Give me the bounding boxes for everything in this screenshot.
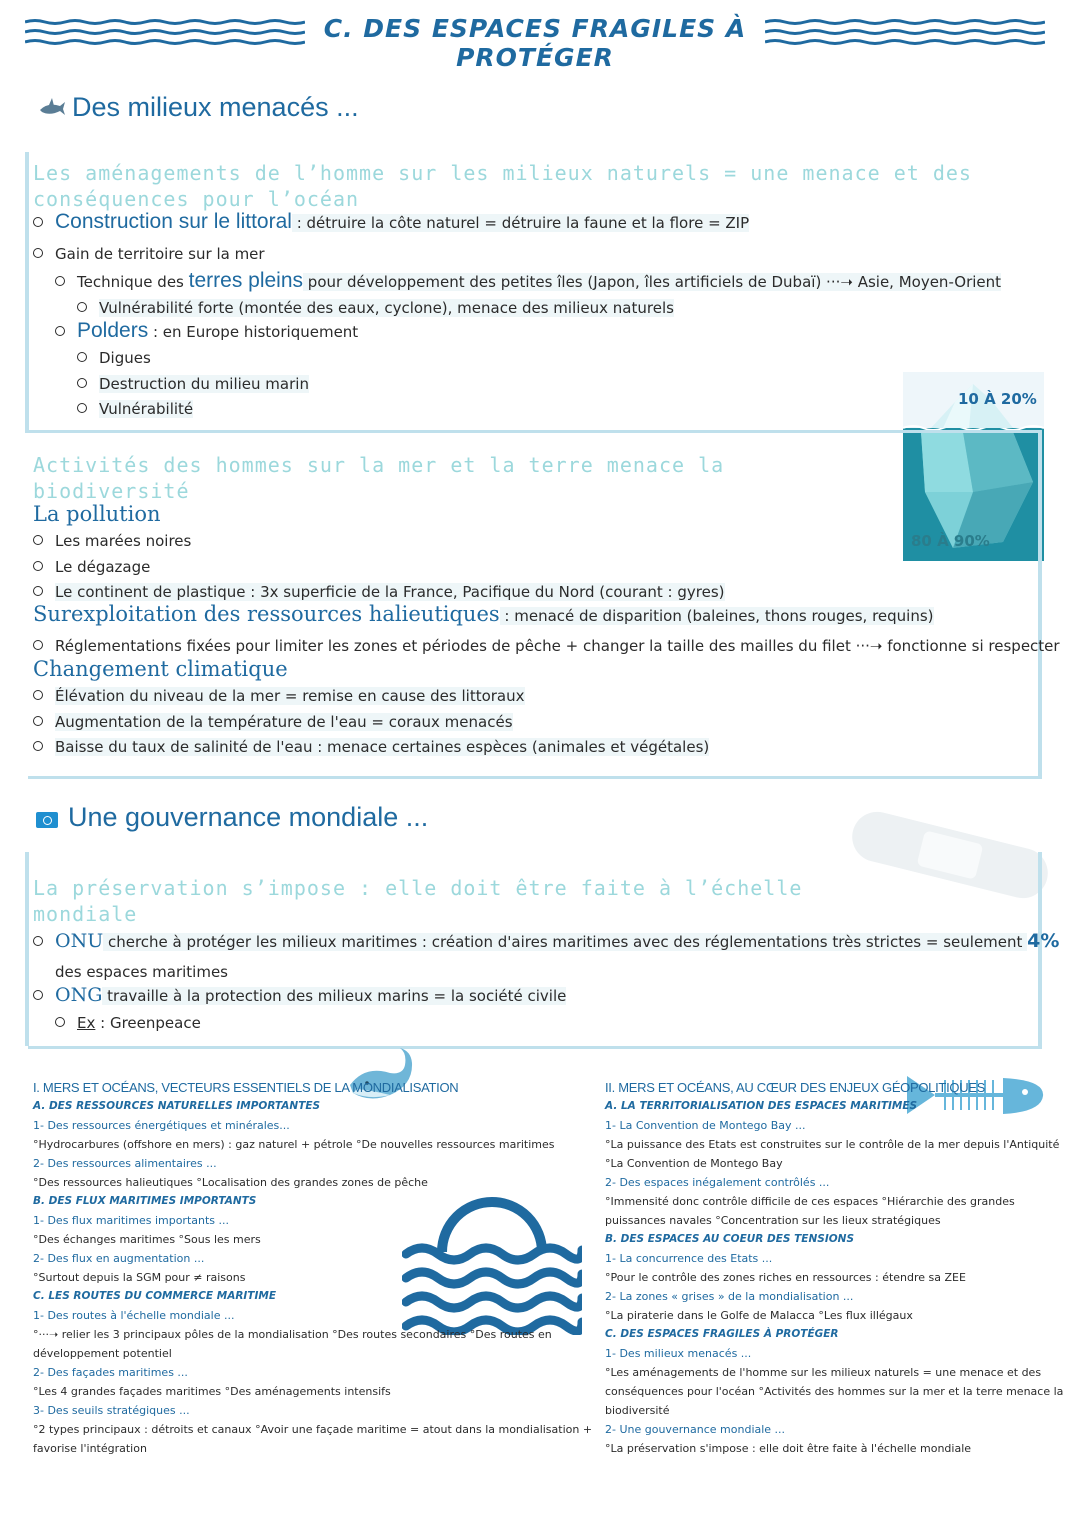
list-item: Le dégazage (33, 557, 150, 577)
summary-item-heading: 1- La concurrence des Etats ... (605, 1252, 773, 1265)
list-item: Réglementations fixées pour limiter les zones et périodes de pêche + changer la taille des mailles du filet ···➝ fonctionne si respecter (33, 636, 1060, 656)
summary-subheading: A. DES RESSOURCES NATURELLES IMPORTANTES (33, 1100, 321, 1112)
summary-left (33, 1078, 592, 1458)
keyword-construction: Construction sur le littoral (55, 210, 292, 233)
un-flag-icon (36, 812, 58, 828)
list-item: Vulnérabilité (77, 399, 193, 419)
keyword-onu: ONU (55, 930, 104, 952)
summary-text: °Des ressources halieutiques °Localisation des grandes zones de pêche (33, 1176, 428, 1189)
list-item: Polders : en Europe historiquement (55, 321, 358, 342)
summary-item-heading: 2- Des ressources alimentaires ... (33, 1157, 217, 1170)
summary-item-heading: 3- Des seuils stratégiques ... (33, 1404, 190, 1417)
summary-item-heading: 1- Des flux maritimes importants ... (33, 1214, 230, 1227)
list-item: Le continent de plastique : 3x superficie de la France, Pacifique du Nord (courant : gyres) (33, 582, 725, 602)
summary-text: biodiversité (605, 1404, 670, 1417)
keyword-terres-pleins: terres pleins (188, 269, 304, 292)
list-item: Augmentation de la température de l'eau = coraux menacés (33, 712, 513, 732)
box-activites-title: Activités des hommes sur la mer et la terre menace la biodiversité (33, 453, 725, 503)
section-heading-milieux: Des milieux menacés ... (72, 92, 359, 122)
box-amenagements-title: Les aménagements de l’homme sur les milieux naturels = une menace et des conséquences pour l’océan (33, 161, 972, 211)
summary-text: favorise l'intégration (33, 1442, 147, 1455)
list-item: Ex : Greenpeace (55, 1013, 201, 1033)
percent-4: 4% (1027, 930, 1060, 952)
list-item: Les marées noires (33, 531, 191, 551)
summary-left-title: I. MERS ET OCÉANS, VECTEURS ESSENTIELS DE LA MONDIALISATION (33, 1080, 459, 1095)
summary-item-heading: 2- Des espaces inégalement contrôlés ... (605, 1176, 830, 1189)
list-item: Baisse du taux de salinité de l'eau : menace certaines espèces (animales et végétales) (33, 737, 709, 757)
summary-text: développement potentiel (33, 1347, 172, 1360)
list-item: ONG travaille à la protection des milieux marins = la société civile (33, 985, 566, 1006)
heading-pollution: La pollution (33, 502, 161, 526)
keyword-polders: Polders (77, 319, 149, 342)
summary-text: puissances navales °Concentration sur les lieux stratégiques (605, 1214, 941, 1227)
section-heading-gouvernance: Une gouvernance mondiale ... (68, 802, 429, 832)
header-waves-left (25, 18, 305, 46)
summary-subheading: A. LA TERRITORIALISATION DES ESPACES MARITIMES (605, 1100, 918, 1112)
shark-icon (38, 96, 66, 120)
header-waves-right (765, 18, 1045, 46)
summary-item-heading: 1- Des ressources énergétiques et minérales... (33, 1119, 290, 1132)
summary-subheading: C. LES ROUTES DU COMMERCE MARITIME (33, 1290, 276, 1302)
summary-subheading: C. DES ESPACES FRAGILES À PROTÉGER (605, 1328, 839, 1340)
summary-item-heading: 1- Des milieux menacés ... (605, 1347, 752, 1360)
surex-line: Surexploitation des ressources halieutiques : menacé de disparition (baleines, thons rouges, requins) (33, 602, 934, 626)
summary-text: °Des échanges maritimes °Sous les mers (33, 1233, 261, 1246)
summary-subheading: B. DES FLUX MARITIMES IMPORTANTS (33, 1195, 257, 1207)
summary-text: °La Convention de Montego Bay (605, 1157, 783, 1170)
list-item: Élévation du niveau de la mer = remise en cause des littoraux (33, 686, 525, 706)
summary-text: °Surtout depuis la SGM pour ≠ raisons (33, 1271, 246, 1284)
iceberg-top-label: 10 À 20% (958, 390, 1037, 408)
summary-item-heading: 2- La zones « grises » de la mondialisation ... (605, 1290, 854, 1303)
box-preservation-title: La préservation s’impose : elle doit être faite à l’échelle mondiale (33, 876, 803, 926)
summary-text: °Immensité donc contrôle difficile de ces espaces °Hiérarchie des grandes (605, 1195, 1015, 1208)
page-title: C. DES ESPACES FRAGILES À PROTÉGER (323, 14, 747, 72)
heading-surexploitation: Surexploitation des ressources halieutiques (33, 602, 500, 626)
list-item: Destruction du milieu marin (77, 374, 309, 394)
summary-item-heading: 1- Des routes à l'échelle mondiale ... (33, 1309, 235, 1322)
summary-text: °La piraterie dans le Golfe de Malacca °Les flux illégaux (605, 1309, 913, 1322)
summary-item-heading: 1- La Convention de Montego Bay ... (605, 1119, 806, 1132)
summary-text: °La préservation s'impose : elle doit être faite à l'échelle mondiale (605, 1442, 972, 1455)
summary-item-heading: 2- Une gouvernance mondiale ... (605, 1423, 786, 1436)
summary-item-heading: 2- Des façades maritimes ... (33, 1366, 188, 1379)
list-item: Digues (77, 348, 151, 368)
keyword-ong: ONG (55, 984, 103, 1006)
summary-text: °Hydrocarbures (offshore en mers) : gaz naturel + pétrole °De nouvelles ressources maritimes (33, 1138, 555, 1151)
summary-text: °···➝ relier les 3 principaux pôles de la mondialisation °Des routes secondaires °Des routes en (33, 1328, 552, 1341)
summary-text: °Les aménagements de l'homme sur les milieux naturels = une menace et des (605, 1366, 1042, 1379)
summary-item-heading: 2- Des flux en augmentation ... (33, 1252, 205, 1265)
summary-text: °Pour le contrôle des zones riches en ressources : étendre sa ZEE (605, 1271, 966, 1284)
summary-right-title: II. MERS ET OCÉANS, AU CŒUR DES ENJEUX GÉOPOLITIQUES (605, 1080, 986, 1095)
summary-subheading: B. DES ESPACES AU COEUR DES TENSIONS (605, 1233, 855, 1245)
summary-right (605, 1078, 1063, 1458)
summary-text: °La puissance des Etats est construites sur le contrôle de la mer depuis l'Antiquité (605, 1138, 1060, 1151)
list-item: ONU cherche à protéger les milieux maritimes : création d'aires maritimes avec des réglementations très strictes = seulement 4% (33, 931, 1059, 952)
list-item: Gain de territoire sur la mer (33, 244, 265, 264)
summary-text: °Les 4 grandes façades maritimes °Des aménagements intensifs (33, 1385, 391, 1398)
heading-changement-climatique: Changement climatique (33, 657, 288, 681)
list-item-continuation: des espaces maritimes (55, 963, 228, 981)
summary-text: conséquences pour l'océan °Activités des hommes sur la mer et la terre menace la (605, 1385, 1064, 1398)
list-item: Construction sur le littoral : détruire la côte naturel = détruire la faune et la flore = ZIP (33, 212, 749, 233)
list-item: Vulnérabilité forte (montée des eaux, cyclone), menace des milieux naturels (77, 298, 674, 318)
list-item: Technique des terres pleins pour développement des petites îles (Japon, îles artificiels de Dubaï) ···➝ Asie, Moyen-Orient (55, 271, 1001, 292)
summary-text: °2 types principaux : détroits et canaux °Avoir une façade maritime = atout dans la mondialisation + (33, 1423, 593, 1436)
iceberg-bottom-label: 80 À 90% (911, 532, 990, 550)
